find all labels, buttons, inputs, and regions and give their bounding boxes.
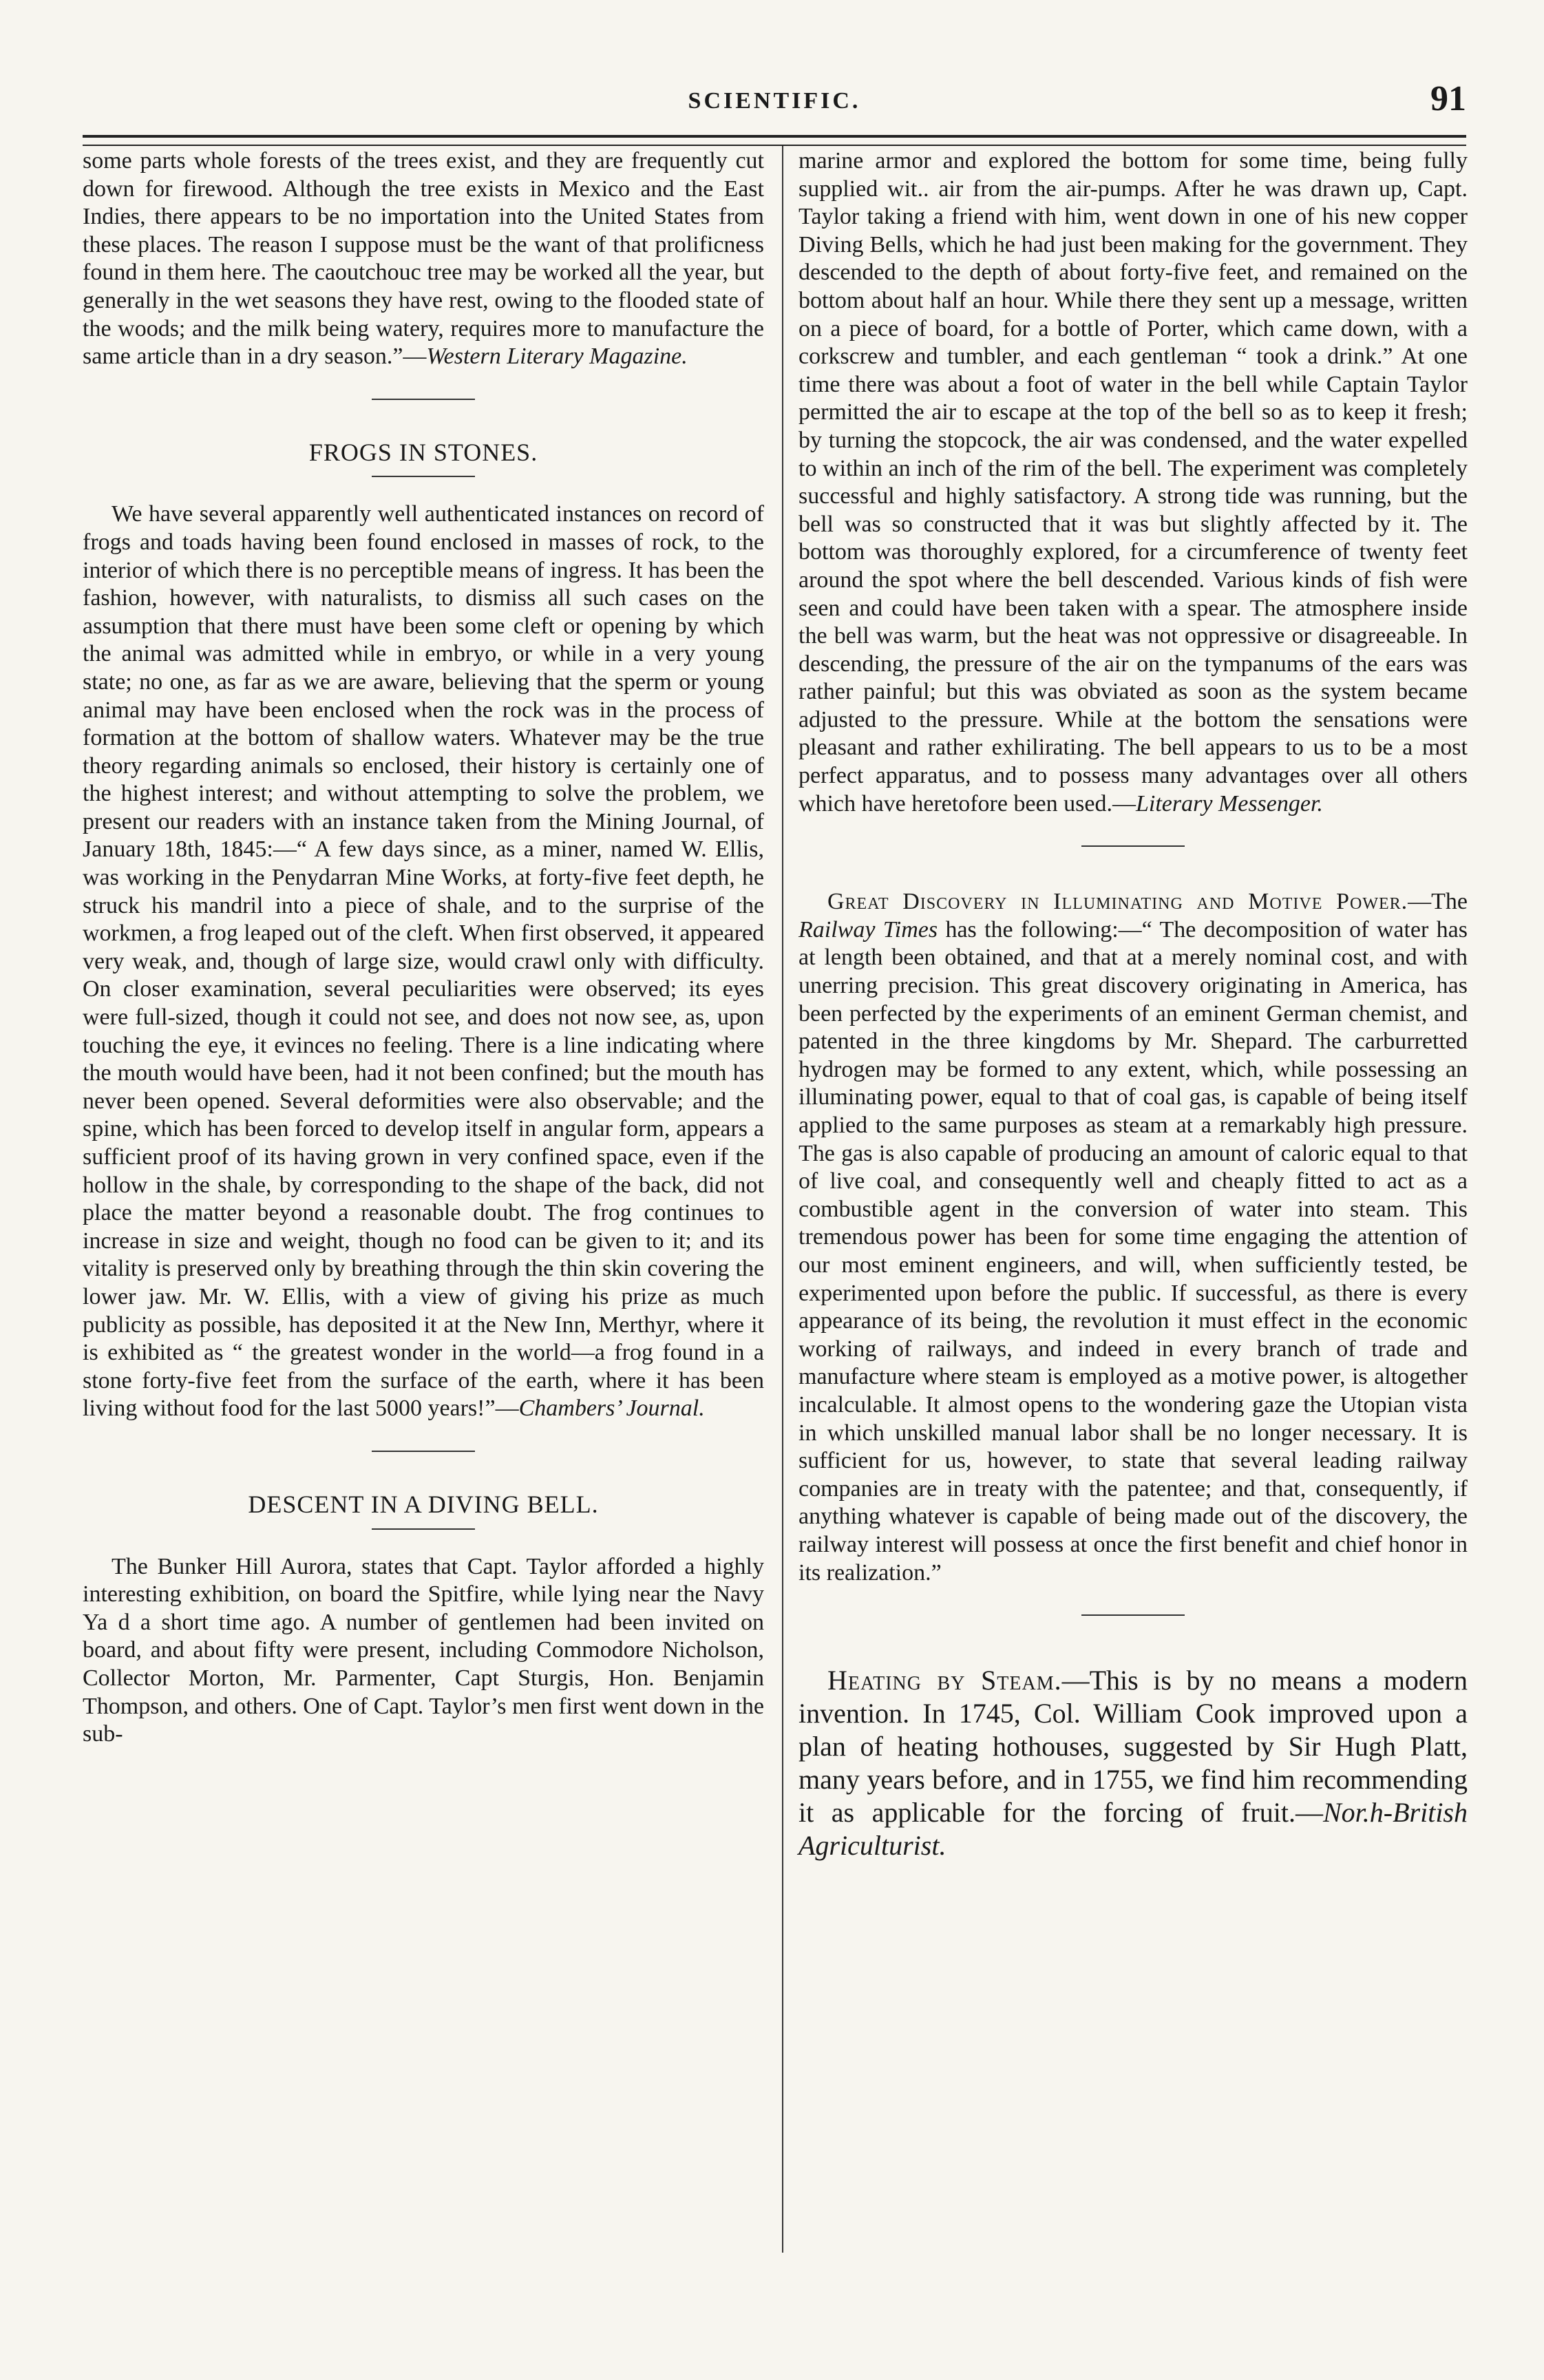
caoutchouc-source: Western Literary Magazine. [426,344,688,370]
heating-source: Nor.h-British Agriculturist. [799,1797,1468,1862]
heading-underline [372,1528,475,1530]
diving-bell-article: The Bunker Hill Aurora, states that Capt. Taylor afforded a highly interesting exhibition, on board the Spitfire, while lying near the Navy Ya d a short time ago. A number of gentlemen had been invited on board, and about fifty were present, including Commodore Nicholson, Collector Morton, Mr. Parmenter, Capt Sturgis, Hon. Benjamin Thompson, and others. One of Capt. Taylor’s men first went down in the sub- [83,1553,764,1747]
heating-lead: Heating by Steam. [827,1665,1062,1696]
caoutchouc-text: some parts whole forests of the trees exist, and they are frequently cut down for firewood. Although the tree exists in Mexico and the East Indies, there appears to be no importation into the United States from these places. The reason I suppose must be the want of that prolificness found in them here. The caoutchouc tree may be worked all the year, but generally in the wet seasons they have rest, owing to the flooded state of the woods; and the milk being watery, requires more to manufacture the same article than in a dry season.”— [83,148,764,370]
section-separator [372,399,475,400]
spacer [799,1616,1468,1664]
diving-bell-heading: DESCENT IN A DIVING BELL. [248,1490,599,1518]
great-discovery-lead: Great Discovery in Illuminating and Motive Power. [827,889,1408,915]
caoutchouc-article-end [83,147,764,371]
page-number: 91 [1430,79,1466,118]
frogs-article [83,501,764,1423]
diving-bell-continued [799,147,1468,818]
section-separator [372,1451,475,1452]
great-discovery-article [799,888,1468,1587]
railway-times-title: Railway Times [799,916,938,942]
heating-text: —This is by no means a modern invention. In 1745, Col. William Cook improved upon a plan of heating hothouses, suggested by Sir Hugh Platt, many years before, and in 1755, we find him recommending it as applicable for the forcing of fruit.— [799,1665,1468,1829]
heading-underline [372,476,475,477]
column-divider [782,146,783,2253]
frogs-text: We have several apparently well authenticated instances on record of frogs and toads having been found enclosed in masses of rock, to the interior of which there is no perceptible means of ingress. It has been the fashion, however, with naturalists, to dismiss all such cases on the assumption that there must have been some cleft or opening by which the animal was admitted while in embryo, or while in a very young state; no one, as far as we are aware, believing that the sperm or young animal may have been enclosed when the rock was in the process of formation at the bottom of shallow waters. Whatever may be the true theory regarding animals so enclosed, their history is certainly one of the highest interest; and without attempting to solve the problem, we present our readers with an instance taken from the Mining Journal, of January 18th, 1845:—“ A few days since, as a miner, named W. Ellis, was working in the Penydarran Mine Works, at forty-five feet depth, he struck his mandril into a piece of shale, and to the surprise of the workmen, a frog leaped out of the cleft. When first observed, it appeared very weak, and, though of large size, would crawl only with difficulty. On closer examination, several peculiarities were observed; its eyes were full-sized, though it could not see, and does not now see, as, upon touching the eye, it evinces no feeling. There is a line indicating where the mouth would have been, had it not been confined; but the mouth has never been opened. Several deformities were also observable; and the spine, which has been forced to develop itself in angular form, appears a sufficient proof of its having grown in very confined space, even if the hollow in the shale, by corresponding to the shape of the back, did not place the matter beyond a reasonable doubt. The frog continues to increase in size and weight, though no food can be given to it; and its vitality is preserved only by breathing through the thin skin covering the lower jaw. Mr. W. Ellis, with a view of giving his prize as much publicity as possible, has deposited it at the New Inn, Merthyr, where it is exhibited as “ the greatest wonder in the world—a frog found in a stone forty-five feet from the surface of the earth, where it has been living without food for the last 5000 years!”— [83,501,764,1422]
great-discovery-text: has the following:—“ The decomposition of water has at length been obtained, and that at a merely nominal cost, and with unerring precision. This great discovery originating in America, has been perfected by the experiments of an eminent German chemist, and patented in the three kingdoms by Mr. Shepard. The carburretted hydrogen may be formed to any extent, which, while possessing an illuminating power, equal to that of coal gas, is capable of being itself applied to the same purposes as steam at a remarkably high pressure. The gas is also capable of producing an amount of caloric equal to that of live coal, and consequently well and cheaply fitted to act as a combustible agent in the conversion of water into steam. This tremendous power has been for some time engaging the attention of our most eminent engineers, and will, when sufficiently tested, be experimented upon before the public. If successful, as there is every appearance of its being, the revolution it must effect in the economic working of railways, and indeed in every branch of trade and manufacture where steam is employed as a motive power, is altogether incalculable. It almost opens to the wondering gaze the Utopian vista in which unskilled manual labor shall be no longer necessary. It is sufficient for us, however, to state that several leading railway companies are in treaty with the patentee; and that, consequently, if anything whatever is capable of being made out of the discovery, the railway interest will possess at once the first benefit and chief honor in its realization.” [799,916,1468,1586]
diving-bell-source: Literary Messenger. [1135,790,1323,817]
great-discovery-intro: —The [1408,889,1468,915]
page-header [83,79,1466,131]
right-column [799,147,1468,1862]
diving-bell-continued-text: marine armor and explored the bottom for some time, being fully supplied wit.. air from the air-pumps. After he was drawn up, Capt. Taylor taking a friend with him, went down in one of his new copper Diving Bells, which he had just been making for the government. They descended to the depth of about forty-five feet, and remained on the bottom about half an hour. While there they sent up a message, written on a piece of board, for a bottle of Porter, which came down, with a corkscrew and tumbler, and each gentleman “ took a drink.” At one time there was about a foot of water in the bell while Captain Taylor permitted the air to escape at the top of the bell so as to keep it fresh; by turning the stopcock, the air was condensed, and the water expelled to within an inch of the rim of the bell. The experiment was completely successful and highly satisfactory. A strong tide was running, but the bell was so constructed that it was but slightly affected by it. The bottom was thoroughly explored, for a circumference of twenty feet around the spot where the bell descended. Various kinds of fish were seen and could have been taken with a spear. The atmosphere inside the bell was warm, but the heat was not oppressive or disagreeable. In descending, the pressure of the air on the tympanums of the ears was rather painful; but this was obviated as soon as the system became adjusted to the pressure. While at the bottom the sensations were pleasant and rather exhilirating. The bell appears to us to be a most perfect apparatus, and to possess many advantages over all others which have heretofore been used.— [799,148,1468,817]
spacer [799,847,1468,888]
heating-by-steam-article [799,1664,1468,1862]
frogs-heading: FROGS IN STONES. [308,438,538,466]
frogs-source: Chambers’ Journal. [518,1396,705,1422]
running-head: SCIENTIFIC. [688,88,861,114]
left-column [83,147,764,1749]
header-rule [83,135,1466,146]
